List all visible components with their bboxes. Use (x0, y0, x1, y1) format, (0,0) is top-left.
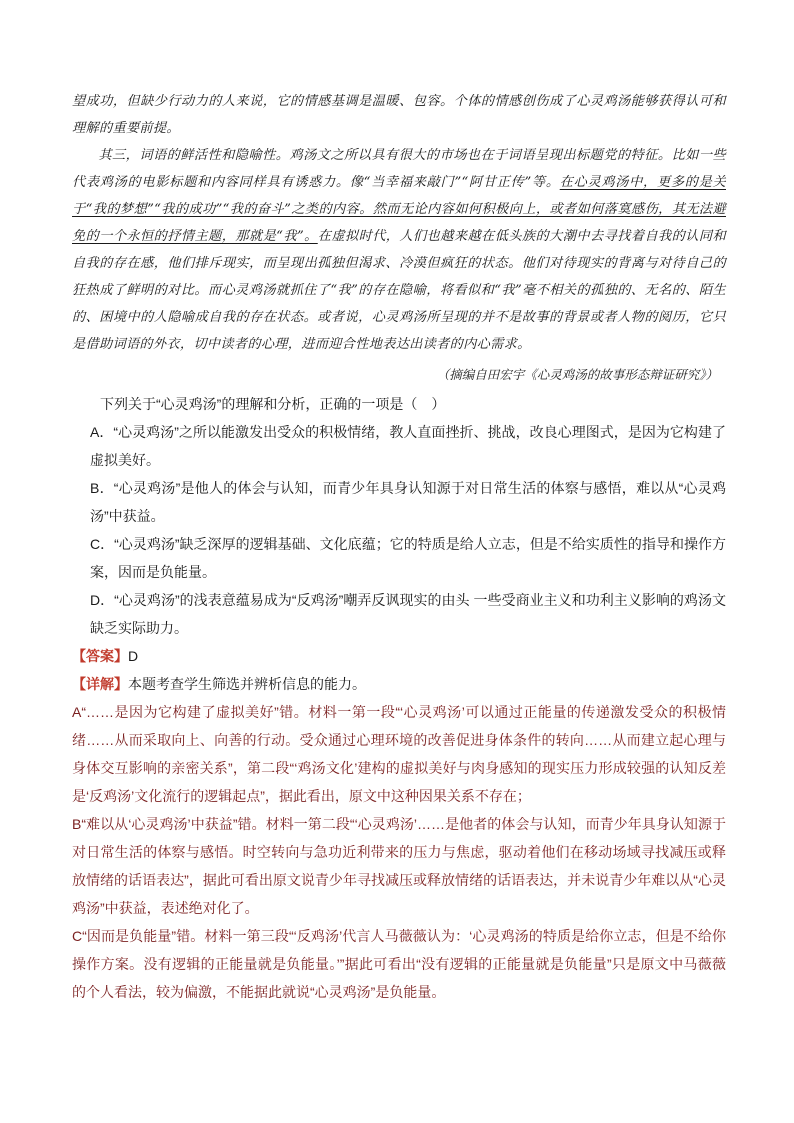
option-d: D．“心灵鸡汤”的浅表意蕴易成为“反鸡汤”嘲弄反讽现实的由头 一些受商业主义和功利主义影响的鸡汤文缺乏实际助力。 (90, 592, 726, 636)
analysis-item-c: C“因而是负能量”错。材料一第三段“‘反鸡汤’代言人马薇薇认为：‘心灵鸡汤的特质是给你立志，但是不给你操作方案。没有逻辑的正能量就是负能量。’”据此可看出“没有逻辑的正能量就是负能量”只是原文中马薇薇的个人看法，较为偏激，不能据此就说“心灵鸡汤”是负能量。 (72, 928, 726, 1000)
passage-paragraph-2 (72, 142, 726, 358)
analysis-item-a: A“……是因为它构建了虚拟美好”错。材料一第一段“‘心灵鸡汤’可以通过正能量的传递激发受众的积极情绪……从而采取向上、向善的行动。受众通过心理环境的改善促进身体条件的转向……从而建立起心理与身体交互影响的亲密关系”，第二段“‘鸡汤文化’建构的虚拟美好与肉身感知的现实压力形成较强的认知反差是‘反鸡汤’文化流行的逻辑起点”，据此看出，原文中这种因果关系不存在； (72, 704, 726, 804)
option-b: B．“心灵鸡汤”是他人的体会与认知，而青少年具身认知源于对日常生活的体察与感悟，难以从“心灵鸡汤”中获益。 (90, 480, 726, 524)
answer-line (72, 642, 726, 670)
option-list (72, 418, 726, 642)
underlined-sentence: 在心灵鸡汤中，更多的是关于“我的梦想”“我的成功”“我的奋斗”之类的内容。然而无论内容如何积极向上，或者如何落寞感伤，其无法避免的一个永恒的抒情主题，那就是“我”。 (72, 175, 726, 244)
analysis-header (72, 670, 726, 698)
analysis-intro: 本题考查学生筛选并辨析信息的能力。 (128, 676, 366, 692)
option-a: A．“心灵鸡汤”之所以能激发出受众的积极情绪，教人直面挫折、挑战，改良心理图式，是因为它构建了虚拟美好。 (90, 424, 726, 468)
analysis-body (72, 698, 726, 1006)
passage-paragraph-2-tail: 在虚拟时代，人们也越来越在低头族的大潮中去寻找着自我的认同和自我的存在感，他们排斥现实，而呈现出孤独但渴求、冷漠但疯狂的状态。他们对待现实的背离与对待自己的狂热成了鲜明的对比。而心灵鸡汤就抓住了“我”的存在隐喻，将看似和“我”毫不相关的孤独的、无名的、陌生的、困境中的人隐喻成自我的存在状态。或者说，心灵鸡汤所呈现的并不是故事的背景或者人物的阅历，它只是借助词语的外衣，切中读者的心理，进而迎合性地表达出读者的内心需求。 (72, 229, 726, 352)
analysis-item-b: B“难以从‘心灵鸡汤’中获益”错。材料一第二段“‘心灵鸡汤’……是他者的体会与认知，而青少年具身认知源于对日常生活的体察与感悟。时空转向与急功近利带来的压力与焦虑，驱动着他们在移动场域寻找减压或释放情绪的话语表达”，据此可看出原文说青少年寻找减压或释放情绪的话语表达，并未说青少年难以从“心灵鸡汤”中获益，表述绝对化了。 (72, 816, 726, 916)
source-citation: （摘编自田宏宇《心灵鸡汤的故事形态辩证研究》） (436, 367, 718, 382)
passage-paragraph-2-lead: 其三，词语的鲜活性和隐喻性。鸡汤文之所以具有很大的市场也在于词语呈现出标题党的特征。比如一些代表鸡汤的电影标题和内容同样具有诱惑力。像“当幸福来敲门”“阿甘正传”等。 (72, 148, 726, 190)
document-page (72, 88, 726, 1006)
answer-tag: 【答案】 (72, 648, 128, 664)
answer-value: D (128, 648, 139, 664)
question-stem: 下列关于“心灵鸡汤”的理解和分析，正确的一项是（ ） (100, 396, 446, 412)
reading-passage (72, 88, 726, 358)
question-block (72, 390, 726, 642)
analysis-tag: 【详解】 (72, 676, 128, 692)
option-c: C．“心灵鸡汤”缺乏深厚的逻辑基础、文化底蕴；它的特质是给人立志，但是不给实质性的指导和操作方案，因而是负能量。 (90, 536, 726, 580)
passage-paragraph-1: 望成功，但缺少行动力的人来说，它的情感基调是温暖、包容。个体的情感创伤成了心灵鸡汤能够获得认可和理解的重要前提。 (72, 94, 726, 136)
